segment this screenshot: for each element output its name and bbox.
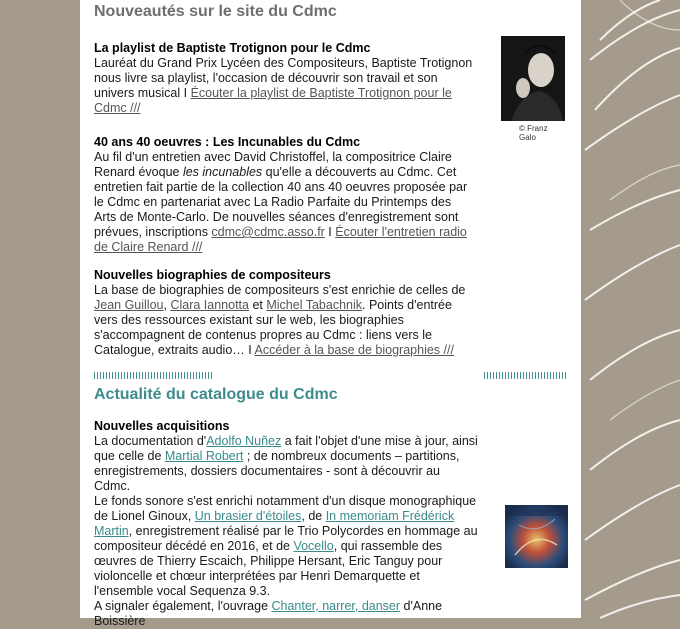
link-vocello[interactable]: Vocello [293,539,334,553]
link-in-memoriam[interactable]: In memoriam Frédérick Martin [94,509,455,538]
artist-photo [501,36,565,121]
newsletter-panel [80,0,581,628]
playlist-link[interactable]: Écouter la playlist de Baptiste Trotignon pour le Cdmc /// [94,86,452,115]
radio-interview-link[interactable]: Écouter l'entretien radio de Claire Renard /// [94,225,467,254]
news-item-title: Nouvelles acquisitions [94,419,230,433]
news-item-incunables [94,135,474,255]
album-cover-art [505,505,568,568]
photo-credit: © Franz Galo [519,124,548,142]
section-title-catalogue: Actualité du catalogue du Cdmc [94,386,338,403]
section-divider-right [484,372,566,379]
album-cover-image[interactable] [505,505,568,568]
news-item-playlist [94,41,479,116]
news-item-text: A signaler également, l'ouvrage Chanter, narrer, danser d'Anne Boissière [94,599,443,628]
email-link[interactable]: cdmc@cdmc.asso.fr [211,225,325,239]
link-un-brasier[interactable]: Un brasier d'étoiles [194,509,302,523]
news-item-acquisitions [94,419,479,629]
section-divider-left [94,372,214,379]
artist-photo-image [501,36,565,121]
news-item-title: La playlist de Baptiste Trotignon pour le Cdmc [94,41,371,55]
link-martial-robert[interactable]: Martial Robert [164,449,244,463]
section-title-site-news: Nouveautés sur le site du Cdmc [94,3,337,20]
news-item-text: Au fil d'un entretien avec David Christoffel, la compositrice Claire Renard évoque les incunables qu'elle a découverts au Cdmc. Cet entretien fait partie de la collection 40 ans 40 oeuvres proposée par le Cdmc en partenariat avec La Radio Parfaite du Printemps des Arts de Monte-Carlo. De nouvelles séances d'enregistrement sont prévues, inscriptions cdmc@cdmc.asso.fr I Écouter l'entretien radio de Claire Renard /// [94,150,468,254]
news-item-text: La documentation d'Adolfo Nuñez a fait l'objet d'une mise à jour, ainsi que celle de Martial Robert ; de nombreux documents – partitions, enregistrements, dossiers documentaires - sont à découvrir au Cdmc. [94,434,478,493]
bio-link-clara-iannotta[interactable]: Clara Iannotta [170,298,249,312]
link-adolfo-nunez[interactable]: Adolfo Nuñez [206,434,282,448]
news-item-title: 40 ans 40 oeuvres : Les Incunables du Cdmc [94,135,361,149]
bio-link-michel-tabachnik[interactable]: Michel Tabachnik [266,298,363,312]
news-item-text: La base de biographies de compositeurs s'est enrichie de celles de Jean Guillou, Clara Iannotta et Michel Tabachnik. Points d'entrée vers des ressources existant sur le web, les biographies s'accompagnent de contenus propres au Cdmc : liens vers le Catalogue, extraits audio… I Accéder à la base de biographies /// [94,283,466,357]
bio-link-jean-guillou[interactable]: Jean Guillou [94,298,164,312]
news-item-text: Lauréat du Grand Prix Lycéen des Compositeurs, Baptiste Trotignon nous livre sa playlist, l'occasion de découvrir son travail et son univers musical I Écouter la playlist de Baptiste Trotignon pour le Cdmc /// [94,56,473,115]
news-item-biographies [94,268,474,358]
news-item-title: Nouvelles biographies de compositeurs [94,268,331,282]
link-chanter-narrer-danser[interactable]: Chanter, narrer, danser [271,599,401,613]
biographies-base-link[interactable]: Accéder à la base de biographies /// [254,343,454,357]
news-item-text: Le fonds sonore s'est enrichi notamment d'un disque monographique de Lionel Ginoux, Un brasier d'étoiles, de In memoriam Frédérick Martin, enregistrement réalisé par le Trio Polycordes en hommage au compositeur décédé en 2016, et de Vocello, qui rassemble des œuvres de Thierry Escaich, Philippe Hersant, Eric Tanguy pour violoncelle et chœur interprétées par Henri Demarquette et l'ensemble vocal Sequenza 9.3. [94,494,478,598]
